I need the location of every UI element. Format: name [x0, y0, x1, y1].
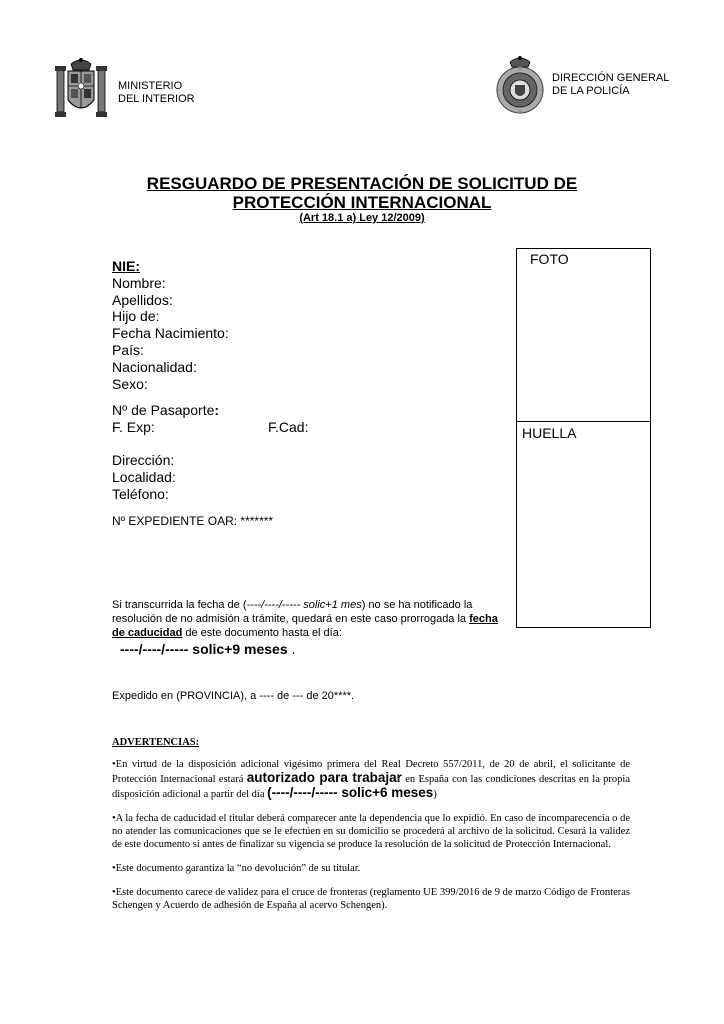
ministry-name-line2: DEL INTERIOR [118, 93, 195, 105]
photo-fingerprint-box [516, 248, 651, 628]
pasaporte-text: Nº de Pasaporte [112, 402, 215, 419]
document-subtitle: (Art 18.1 a) Ley 12/2009) [299, 212, 425, 224]
police-badge-icon [494, 54, 546, 116]
document-title-line2: PROTECCIÓN INTERNACIONAL [232, 193, 492, 212]
ministry-name-line1: MINISTERIO [118, 80, 183, 92]
notice-text-3: de este documento hasta el día: [182, 627, 342, 639]
pais-label: País: [112, 341, 144, 358]
pasaporte-label [112, 402, 308, 419]
hijo-de-label: Hijo de: [112, 308, 160, 325]
warnings-section [112, 736, 630, 923]
pasaporte-colon: : [214, 402, 220, 419]
personal-data-fields [112, 258, 308, 530]
f-cad-label: F.Cad: [268, 419, 309, 436]
ministry-logo [53, 56, 109, 122]
notice-text-2: ) no se ha notificado la resolución de no admisión a trámite, quedará en este caso prorrogada la [112, 599, 473, 625]
nie-label: NIE: [112, 258, 140, 274]
extension-notice [112, 598, 512, 640]
huella-label: HUELLA [522, 425, 577, 441]
direccion-label: Dirección: [112, 451, 175, 468]
apellidos-label: Apellidos: [112, 291, 173, 308]
warning-4: •Este documento carece de validez para el cruce de fronteras (reglamento UE 399/2016 de 9 de marzo Código de Fronteras Schengen y Acuerdo de adhesión de España al acervo Schengen). [112, 887, 630, 911]
fecha-nacimiento-label: Fecha Nacimiento: [112, 325, 229, 342]
localidad-label: Localidad: [112, 468, 176, 485]
f-exp-label: F. Exp: [112, 419, 155, 436]
spain-coat-of-arms-icon [53, 56, 109, 122]
nombre-label: Nombre: [112, 274, 166, 291]
warning-1-work-authorized: autorizado para trabajar [246, 770, 402, 785]
notice-text-1: Si transcurrida la fecha de ( [112, 599, 247, 611]
issued-line: Expedido en (PROVINCIA), a ---- de --- de 20****. [112, 690, 355, 702]
notice-emphasis: fecha de caducidad [112, 613, 498, 639]
ministry-name [118, 80, 195, 106]
telefono-label: Teléfono: [112, 485, 169, 502]
expediente-oar-label: Nº EXPEDIENTE OAR: ******* [112, 514, 274, 529]
extended-expiry-date [120, 641, 295, 657]
sexo-label: Sexo: [112, 375, 148, 392]
warning-1-text-c: en España con las condiciones descritas en la propia disposición adicional a partir del día [112, 774, 630, 800]
warning-3: •Este documento garantiza la “no devolución” de su titular. [112, 863, 361, 874]
photo-box-divider [517, 421, 650, 422]
expiry-dates-row [112, 419, 308, 436]
police-logo [494, 54, 546, 116]
expiry-suffix: . [287, 641, 296, 657]
police-directorate-name [552, 72, 669, 98]
warning-2: •A la fecha de caducidad el titular deberá comparecer ante la dependencia que lo expidió. En caso de incomparecencia o de no atender las comunicaciones que se le efectúen en su domicilio se procederá al archivo de la solicitud. Cesará la validez de este documento si antes de finalizar su vigencia se produce la resolución de la solicitud de Protección Internacional. [112, 813, 630, 850]
warning-1-date-placeholder: (----/----/----- solic+6 meses [267, 785, 434, 800]
warning-1 [112, 758, 630, 801]
expiry-date-placeholder: ----/----/----- solic+9 meses [120, 641, 288, 657]
police-name-line2: DE LA POLICÍA [552, 85, 630, 97]
warning-1-close-paren: ) [433, 789, 437, 800]
police-name-line1: DIRECCIÓN GENERAL [552, 72, 670, 84]
warnings-title: ADVERTENCIAS: [112, 737, 200, 748]
nacionalidad-label: Nacionalidad: [112, 358, 197, 375]
warning-1-text-a: •En virtud de la disposición adicional vigésimo primera del Real Decreto 557/2011, de 20 de abril, el solicitante de Protección Internacional estará [112, 759, 630, 785]
notice-date-placeholder: ----/----/----- solic+1 mes [246, 599, 362, 611]
foto-label: FOTO [530, 251, 569, 267]
document-title-line1: RESGUARDO DE PRESENTACIÓN DE SOLICITUD DE [146, 174, 578, 193]
